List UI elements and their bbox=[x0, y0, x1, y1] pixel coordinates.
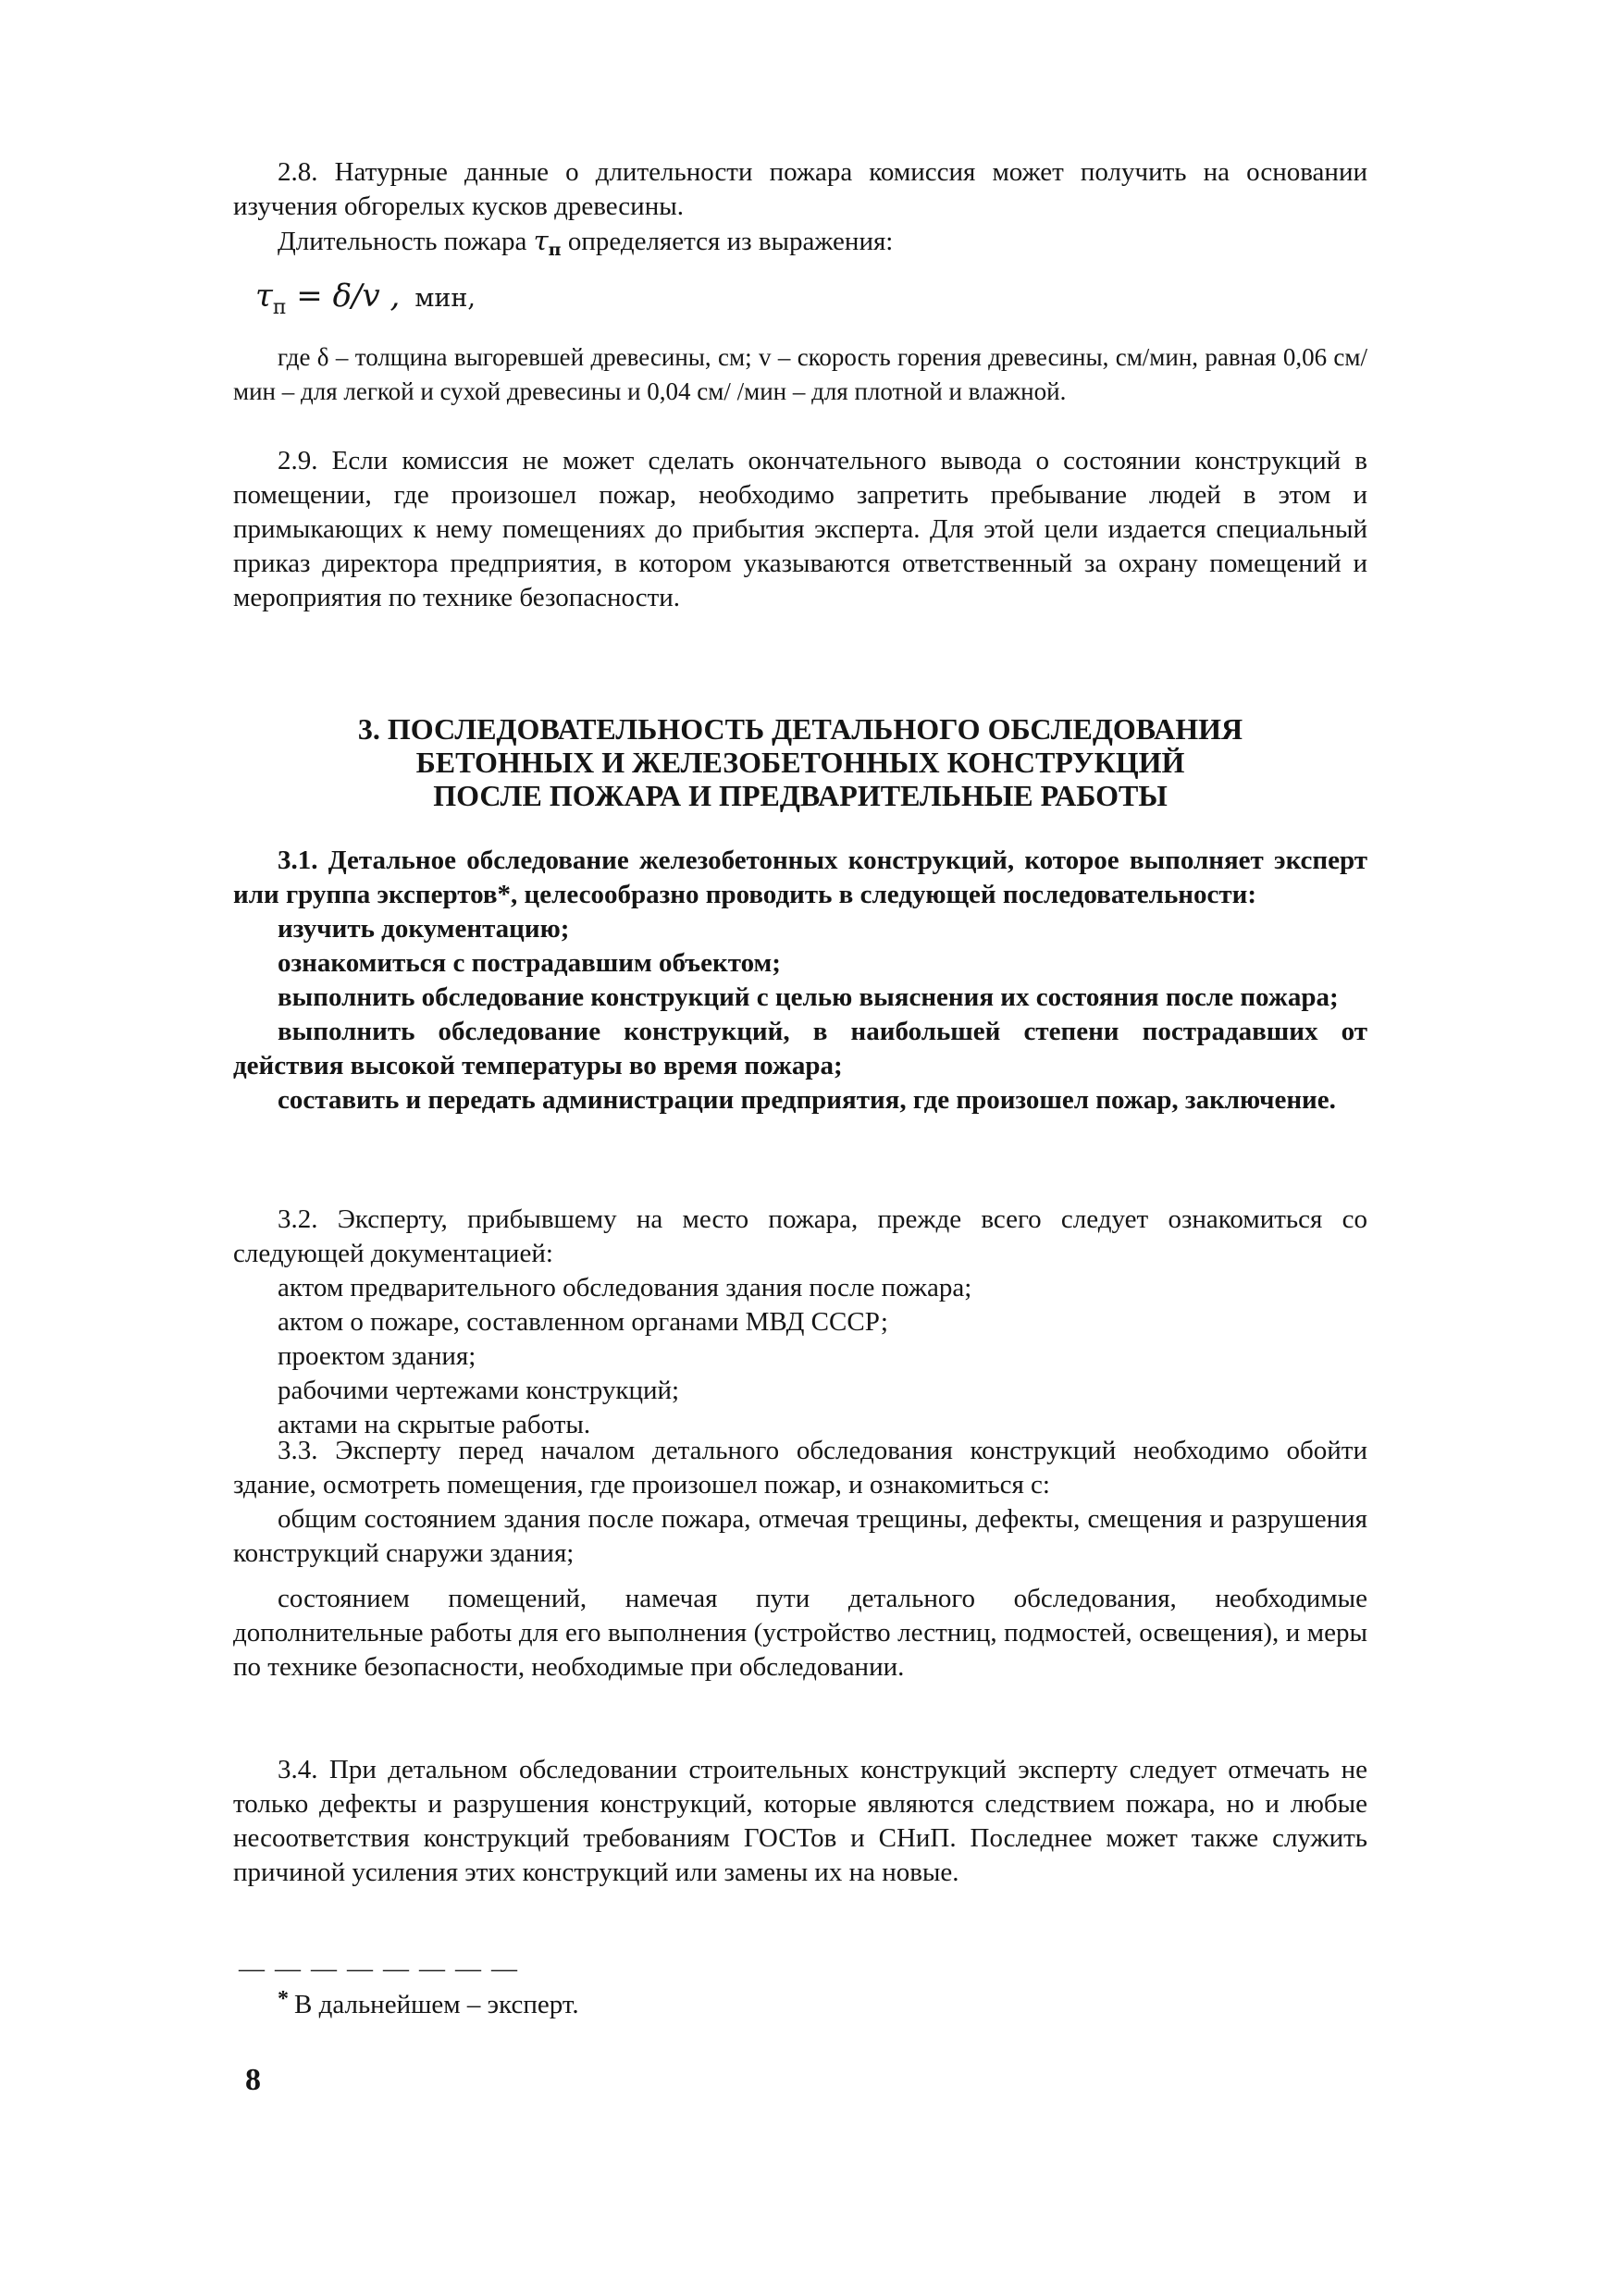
formula-explanation bbox=[233, 340, 1367, 409]
paragraph-3-1 bbox=[233, 844, 1367, 1117]
paragraph-2-9 bbox=[233, 444, 1367, 615]
duration-formula bbox=[255, 278, 476, 319]
list-item: выполнить обследование конструкций с целью выяснения их состояния после пожара; bbox=[278, 982, 1339, 1012]
footnote-star: * bbox=[278, 1987, 289, 2011]
paragraph-3-3 bbox=[233, 1434, 1367, 1685]
footnote-text: В дальнейшем – эксперт. bbox=[294, 1990, 579, 2019]
paragraph-3-3-item-2: состоянием помещений, намечая пути детального обследования, необходимые дополнительные работы для его выполнения (устройство лестниц, подмостей, освещения), и меры по технике безопасности, необходимые при обследовании. bbox=[233, 1584, 1367, 1682]
formula-rhs: = δ/v , bbox=[286, 278, 401, 315]
list-item: изучить документацию; bbox=[278, 914, 570, 944]
paragraph-3-2-intro: 3.2. Эксперту, прибывшему на место пожара, прежде всего следует ознакомиться со следующей документацией: bbox=[233, 1204, 1367, 1268]
line2-post: определяется из выражения: bbox=[561, 227, 894, 256]
heading-line-3: ПОСЛЕ ПОЖАРА И ПРЕДВАРИТЕЛЬНЫЕ РАБОТЫ bbox=[433, 779, 1168, 812]
paragraph-3-1-intro: 3.1. Детальное обследование железобетонных конструкций, которое выполняет эксперт или группа экспертов*, целесообразно проводить в следующей последовательности: bbox=[233, 846, 1367, 909]
heading-line-1: 3. ПОСЛЕДОВАТЕЛЬНОСТЬ ДЕТАЛЬНОГО ОБСЛЕДОВАНИЯ bbox=[357, 712, 1243, 746]
paragraph-3-2 bbox=[233, 1203, 1367, 1442]
list-item: актом предварительного обследования здания после пожара; bbox=[278, 1273, 972, 1302]
paragraph-2-9-text: 2.9. Если комиссия не может сделать окончательного вывода о состоянии конструкций в помещении, где произошел пожар, необходимо запретить пребывание людей в этом и примыкающих к нему помещениях до прибытия эксперта. Для этой цели издается специальный приказ директора предприятия, в котором указываются ответственный за охрану помещений и мероприятия по технике безопасности. bbox=[233, 446, 1367, 612]
page-number: 8 bbox=[245, 2063, 261, 2097]
paragraph-3-4-text: 3.4. При детальном обследовании строительных конструкций эксперту следует отмечать не только дефекты и разрушения конструкций, которые являются следствием пожара, но и любые несоответствия конструкций требованиям ГОСТов и СНиП. Последнее может также служить причиной усиления этих конструкций или замены их на новые. bbox=[233, 1755, 1367, 1887]
list-item: актом о пожаре, составленном органами МВД СССР; bbox=[278, 1307, 888, 1337]
list-item: рабочими чертежами конструкций; bbox=[278, 1376, 680, 1405]
list-item: проектом здания; bbox=[278, 1341, 476, 1371]
list-item: актами на скрытые работы. bbox=[278, 1410, 591, 1439]
formula-explanation-text: где δ – толщина выгоревшей древесины, см; v – скорость горения древесины, см/мин, равная 0,06 см/мин – для легкой и сухой древесины и 0,04 см/ /мин – для плотной и влажной. bbox=[233, 343, 1367, 405]
paragraph-2-8 bbox=[233, 155, 1367, 267]
footnote-rule: — — — — — — — — bbox=[239, 1955, 519, 1983]
formula-lhs-sub: п bbox=[272, 296, 287, 319]
list-item: составить и передать администрации предприятия, где произошел пожар, заключение. bbox=[278, 1085, 1336, 1115]
heading-line-2: БЕТОННЫХ И ЖЕЛЕЗОБЕТОННЫХ КОНСТРУКЦИЙ bbox=[415, 746, 1185, 779]
paragraph-3-3-intro: 3.3. Эксперту перед началом детального обследования конструкций необходимо обойти здание, осмотреть помещения, где произошел пожар, и ознакомиться с: bbox=[233, 1436, 1367, 1500]
formula-lhs: τ bbox=[255, 278, 273, 315]
tau-symbol: $\tau_п$ bbox=[533, 225, 562, 260]
list-item: выполнить обследование конструкций, в наибольшей степени пострадавших от действия высокой температуры во время пожара; bbox=[233, 1017, 1367, 1080]
list-item: ознакомиться с пострадавшим объектом; bbox=[278, 948, 781, 978]
paragraph-2-8-text: 2.8. Натурные данные о длительности пожара комиссия может получить на основании изучения обгорелых кусков древесины. bbox=[233, 157, 1367, 221]
documentation-list bbox=[233, 1271, 1367, 1442]
line2-pre: Длительность пожара bbox=[278, 227, 534, 256]
paragraph-3-4 bbox=[233, 1753, 1367, 1890]
paragraph-2-8-line2 bbox=[233, 224, 1367, 267]
formula-unit: мин, bbox=[414, 284, 476, 313]
footnote bbox=[278, 1987, 579, 2020]
section-3-heading bbox=[233, 712, 1367, 812]
paragraph-3-3-item-1: общим состоянием здания после пожара, отмечая трещины, дефекты, смещения и разрушения конструкций снаружи здания; bbox=[233, 1504, 1367, 1568]
